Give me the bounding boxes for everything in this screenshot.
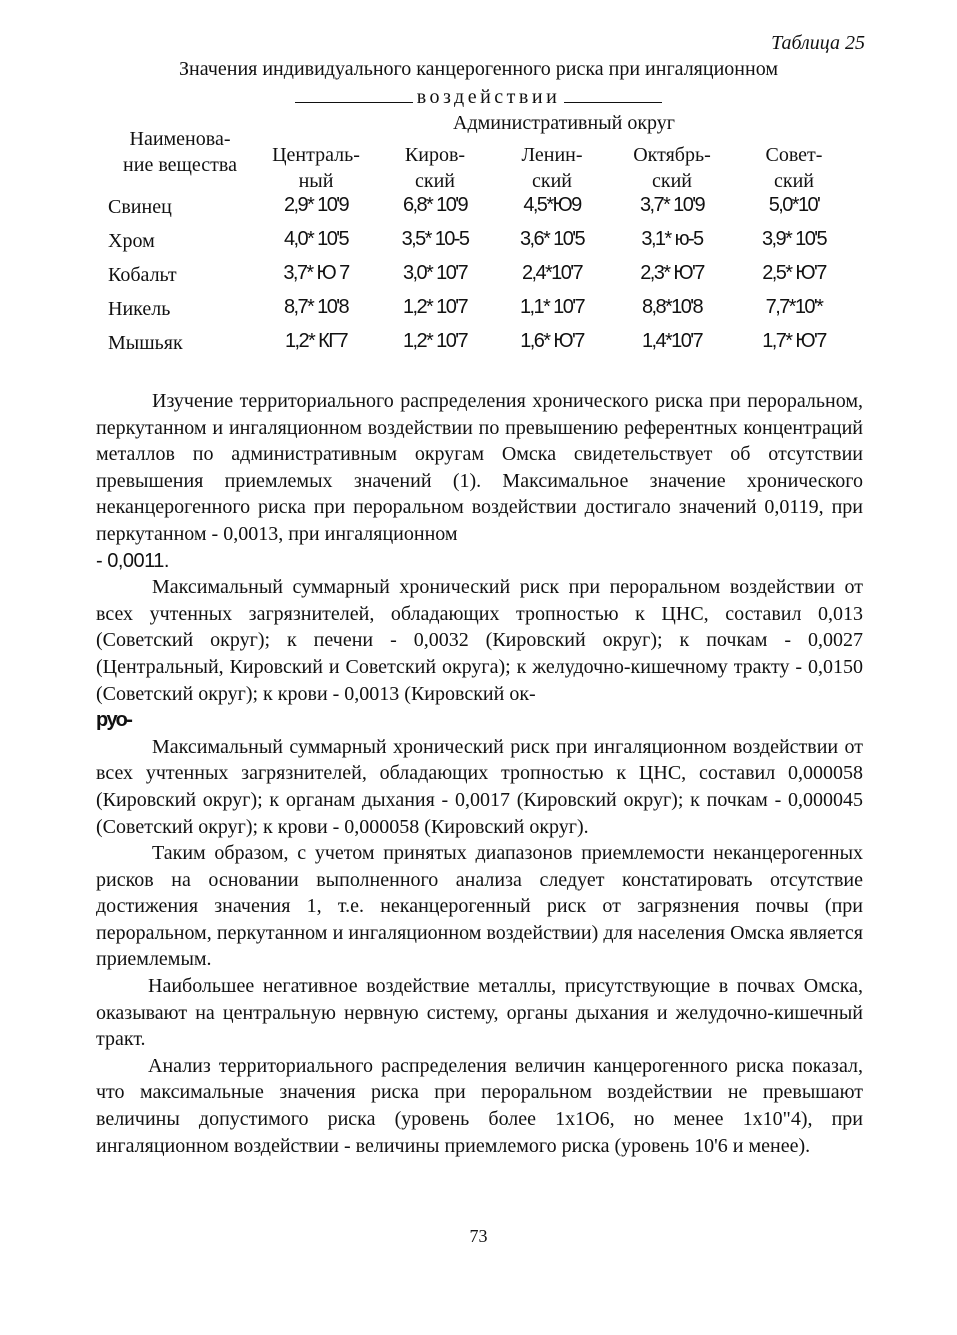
row-substance: Свинец xyxy=(108,196,172,218)
paragraph-5: Наибольшее негативное воздействие металлы, присутствующие в почвах Омска, оказывают на центральную нервную систему, органы дыхания и желудочно-кишечный тракт. xyxy=(96,975,863,1051)
risk-value: 6,8* 10'9 xyxy=(403,194,467,216)
table-row xyxy=(104,332,864,362)
risk-value: 3,6* 10'5 xyxy=(520,228,584,250)
column-header-oktyabrsky: Октябрь- ский xyxy=(633,144,711,192)
table-caption: Значения индивидуального канцерогенного риска при ингаляционном xyxy=(179,58,778,80)
risk-value: 1,2* 10'7 xyxy=(403,330,467,352)
row-substance: Хром xyxy=(108,230,155,252)
column-header-sovetsky: Совет- ский xyxy=(765,144,823,192)
table-row xyxy=(104,264,864,294)
paragraph-2-tail: руо- xyxy=(96,709,132,732)
risk-value: 1,2* 10'7 xyxy=(403,296,467,318)
risk-value: 3,7* Ю 7 xyxy=(283,262,349,284)
row-substance: Никель xyxy=(108,298,171,320)
paragraph-1: Изучение территориального распределения хронического риска при пероральном, перкутанном и ингаляционном воздействии по превышению референтных концентраций металлов по административным округам Омска свидетельствует об отсутствии превышения приемлемых значений (1). Максимальное значение хронического неканцерогенного риска при пероральном воздействии достигало значений 0,0119, при перкутанном - 0,0013, при ингаляционном xyxy=(96,390,863,545)
caption-rule-left xyxy=(295,84,413,103)
risk-value: 8,7* 10'8 xyxy=(284,296,348,318)
paragraph-6: Анализ территориального распределения величин канцерогенного риска показал, что максимальные значения риска при пероральном воздействии не превышают величины допустимого риска (уровень более 1x1О6, но менее 1x10"4), при ингаляционном воздействии - величины приемлемого риска (уровень 10'6 и менее). xyxy=(96,1054,863,1157)
paragraph-1-tail: - 0,0011. xyxy=(96,549,169,572)
paragraph-4: Таким образом, с учетом принятых диапазонов приемлемости неканцерогенных рисков на основании выполненного анализа следует констатировать отсутствие достижения значения 1, т.е. неканцерогенный риск от загрязнения почвы (при пероральном, перкутанном и ингаляционном воздействии) для населения Омска является приемлемым. xyxy=(96,842,863,971)
risk-value: 8,8*10'8 xyxy=(642,296,702,318)
risk-value: 1,1* 10'7 xyxy=(520,296,584,318)
risk-value: 2,9* 10'9 xyxy=(284,194,348,216)
risk-value: 3,1* ю-5 xyxy=(641,228,703,250)
table-caption-continued xyxy=(0,84,957,109)
risk-value: 4,0* 10'5 xyxy=(284,228,348,250)
caption-word: воздействии xyxy=(416,86,561,108)
caption-rule-right xyxy=(564,84,662,103)
row-substance: Мышьяк xyxy=(108,332,183,354)
paragraph-3: Максимальный суммарный хронический риск при ингаляционном воздействии от всех учтенных загрязнителей, обладающих тропностью к ЦНС, составил 0,000058 (Кировский округ); к органам дыхания - 0,0017 (Кировский округ); к почкам - 0,000045 (Советский округ); к крови - 0,000058 (Кировский округ). xyxy=(96,735,863,838)
column-header-central: Централь- ный xyxy=(272,144,360,192)
risk-value: 3,7* 10'9 xyxy=(640,194,704,216)
risk-value: 3,0* 10'7 xyxy=(403,262,467,284)
district-group-header: Административный округ xyxy=(453,112,675,134)
risk-value: 1,2* КГ7 xyxy=(285,330,347,352)
substance-column-header: Наименова- ние вещества xyxy=(123,128,237,176)
table-row xyxy=(104,298,864,328)
column-header-leninsky: Ленин- ский xyxy=(521,144,583,192)
risk-value: 2,3* Ю'7 xyxy=(640,262,704,284)
page-number: 73 xyxy=(469,1226,488,1246)
risk-value: 3,5* 10-5 xyxy=(401,228,469,250)
risk-value: 3,9* 10'5 xyxy=(762,228,826,250)
table-row xyxy=(104,196,864,226)
risk-value: 2,4*10'7 xyxy=(522,262,582,284)
table-number: Таблица 25 xyxy=(771,32,865,54)
risk-value: 5,0*10' xyxy=(768,194,820,216)
table-row xyxy=(104,230,864,260)
risk-value: 1,6* Ю'7 xyxy=(520,330,584,352)
row-substance: Кобальт xyxy=(108,264,177,286)
risk-value: 4,5*Ю9 xyxy=(523,194,581,216)
column-header-kirovsky: Киров- ский xyxy=(404,144,466,192)
risk-value: 7,7*10'* xyxy=(765,296,823,318)
risk-value: 1,7* Ю'7 xyxy=(762,330,826,352)
body-text xyxy=(96,388,863,1159)
risk-value: 1,4*10'7 xyxy=(642,330,702,352)
risk-value: 2,5* Ю'7 xyxy=(762,262,826,284)
paragraph-2: Максимальный суммарный хронический риск при пероральном воздействии от всех учтенных загрязнителей, обладающих тропностью к ЦНС, составил 0,013 (Советский округ); к печени - 0,0032 (Кировский округ); к почкам - 0,0027 (Центральный, Кировский и Советский округа); к желудочно-кишечному тракту - 0,0150 (Советский округ); к крови - 0,0013 (Кировский ок- xyxy=(96,576,863,705)
